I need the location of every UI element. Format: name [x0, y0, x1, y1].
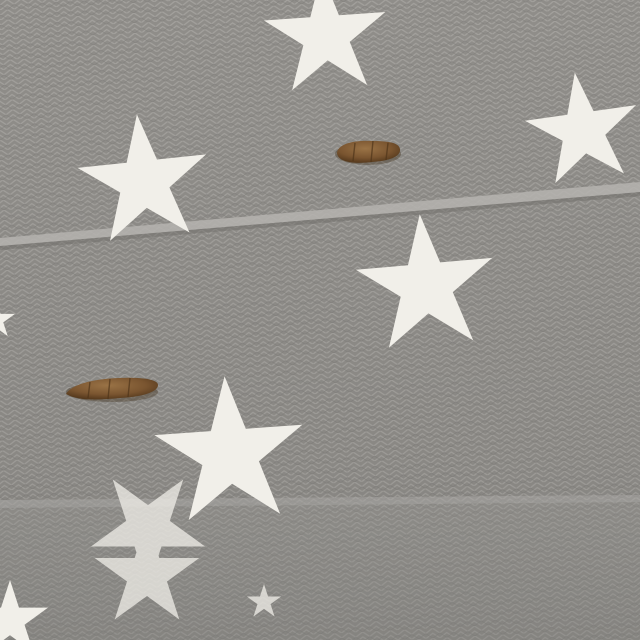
blur-band [0, 500, 640, 640]
dropping-upper [335, 141, 401, 165]
